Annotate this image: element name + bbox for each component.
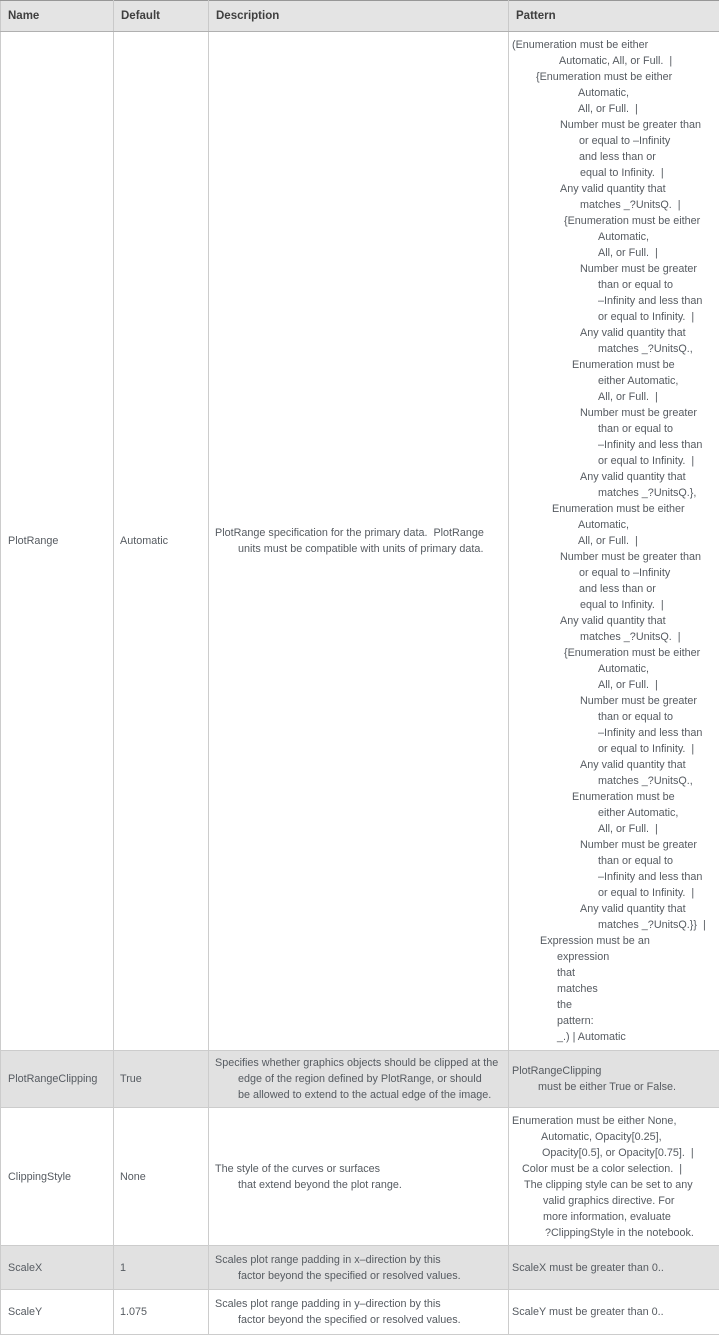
text-line: Scales plot range padding in y–direction by this	[215, 1298, 441, 1310]
text-line: Scales plot range padding in x–direction by this	[215, 1253, 441, 1266]
text-line: Opacity[0.5], or Opacity[0.75]. |	[542, 1146, 694, 1159]
text-line: Automatic,	[598, 231, 650, 243]
column-header-pattern: Pattern	[509, 1, 719, 32]
header-row	[1, 1, 719, 32]
text-line: Enumeration must be either None,	[512, 1114, 677, 1127]
text-line: matches _?UnitsQ.,	[598, 343, 693, 355]
text-line: {Enumeration must be either	[564, 215, 701, 227]
text-line: the	[557, 999, 573, 1011]
text-line: PlotRangeClipping	[512, 1065, 602, 1077]
option-description-cell	[209, 1246, 509, 1290]
text-line: PlotRange specification for the primary data. PlotRange	[215, 527, 484, 539]
option-pattern-cell	[509, 1108, 719, 1246]
text-line: Automatic, All, or Full. |	[559, 55, 673, 67]
text-line: and less than or	[579, 583, 656, 595]
text-line: –Infinity and less than	[598, 871, 703, 883]
text-line: pattern:	[557, 1015, 594, 1027]
text-line: either Automatic,	[598, 807, 679, 819]
text-line: ScaleX must be greater than 0..	[512, 1261, 664, 1274]
text-line: valid graphics directive. For	[543, 1194, 675, 1207]
text-line: Any valid quantity that	[580, 327, 686, 339]
table-body	[1, 32, 719, 1335]
option-description-cell	[209, 1051, 509, 1108]
text-line: –Infinity and less than	[598, 439, 703, 451]
text-line: units must be compatible with units of primary data.	[238, 543, 484, 555]
text-line: All, or Full. |	[598, 391, 658, 403]
text-line: Any valid quantity that	[560, 615, 666, 627]
option-default-cell: None	[114, 1108, 209, 1246]
text-line: more information, evaluate	[543, 1210, 671, 1223]
option-pattern-cell	[509, 1290, 719, 1335]
text-line: Number must be greater than	[560, 119, 702, 131]
option-default-cell: Automatic	[114, 32, 209, 1051]
text-line: or equal to –Infinity	[579, 567, 671, 579]
text-line: Enumeration must be	[572, 359, 675, 371]
text-line: All, or Full. |	[578, 103, 638, 115]
option-default-cell: True	[114, 1051, 209, 1108]
text-line: _.) | Automatic	[557, 1031, 626, 1043]
text-line: matches _?UnitsQ. |	[580, 199, 681, 211]
text-line: The clipping style can be set to any	[524, 1178, 693, 1191]
table-row	[1, 1290, 719, 1335]
text-line: Enumeration must be either	[552, 503, 685, 515]
option-description-cell	[209, 1108, 509, 1246]
text-line: or equal to Infinity. |	[598, 887, 695, 899]
table-row	[1, 1051, 719, 1108]
text-line: ?ClippingStyle in the notebook.	[545, 1226, 694, 1239]
text-line: factor beyond the specified or resolved values.	[238, 1314, 461, 1326]
option-pattern-cell	[509, 32, 719, 1051]
text-line: All, or Full. |	[598, 823, 658, 835]
text-line: and less than or	[579, 151, 656, 163]
text-line: than or equal to	[598, 423, 674, 435]
column-header-description: Description	[209, 1, 509, 32]
text-line: edge of the region defined by PlotRange, or should	[238, 1073, 482, 1085]
text-line: expression	[557, 951, 610, 963]
text-line: Expression must be an	[540, 935, 650, 947]
text-line: The style of the curves or surfaces	[215, 1162, 381, 1175]
text-line: matches _?UnitsQ. |	[580, 631, 681, 643]
text-line: or equal to Infinity. |	[598, 311, 695, 323]
text-line: Automatic,	[598, 663, 650, 675]
text-line: Automatic,	[578, 87, 630, 99]
text-line: matches	[557, 983, 598, 995]
option-pattern-cell	[509, 1051, 719, 1108]
option-default-cell: 1.075	[114, 1290, 209, 1335]
text-line: Any valid quantity that	[560, 183, 666, 195]
text-line: equal to Infinity. |	[580, 599, 664, 611]
column-header-name: Name	[1, 1, 114, 32]
text-line: equal to Infinity. |	[580, 167, 664, 179]
option-description-cell	[209, 32, 509, 1051]
text-line: Number must be greater	[580, 263, 698, 275]
text-line: must be either True or False.	[538, 1081, 677, 1093]
text-line: than or equal to	[598, 711, 674, 723]
text-line: matches _?UnitsQ.},	[598, 487, 697, 499]
text-line: All, or Full. |	[598, 679, 658, 691]
text-line: All, or Full. |	[578, 535, 638, 547]
table-row	[1, 32, 719, 1051]
text-line: Number must be greater than	[560, 551, 702, 563]
table-row	[1, 1246, 719, 1290]
text-line: or equal to Infinity. |	[598, 455, 695, 467]
column-header-default: Default	[114, 1, 209, 32]
text-line: –Infinity and less than	[598, 727, 703, 739]
text-line: that extend beyond the plot range.	[238, 1178, 402, 1191]
text-line: ScaleY must be greater than 0..	[512, 1306, 664, 1318]
text-line: Specifies whether graphics objects should be clipped at the	[215, 1057, 499, 1069]
option-pattern-cell	[509, 1246, 719, 1290]
text-line: be allowed to extend to the actual edge of the image.	[238, 1089, 492, 1101]
text-line: Enumeration must be	[572, 791, 675, 803]
text-line: or equal to Infinity. |	[598, 743, 695, 755]
text-line: that	[557, 967, 576, 979]
option-description-cell	[209, 1290, 509, 1335]
text-line: factor beyond the specified or resolved values.	[238, 1269, 461, 1282]
table-row	[1, 1108, 719, 1246]
text-line: matches _?UnitsQ.,	[598, 775, 693, 787]
text-line: Any valid quantity that	[580, 471, 686, 483]
text-line: either Automatic,	[598, 375, 679, 387]
option-name-cell: PlotRange	[1, 32, 114, 1051]
text-line: than or equal to	[598, 279, 674, 291]
option-name-cell: ScaleX	[1, 1246, 114, 1290]
text-line: Automatic, Opacity[0.25],	[541, 1130, 662, 1143]
text-line: {Enumeration must be either	[564, 647, 701, 659]
text-line: or equal to –Infinity	[579, 135, 671, 147]
text-line: than or equal to	[598, 855, 674, 867]
text-line: Any valid quantity that	[580, 903, 686, 915]
text-line: Number must be greater	[580, 839, 698, 851]
text-line: All, or Full. |	[598, 247, 658, 259]
text-line: Color must be a color selection. |	[522, 1162, 683, 1175]
text-line: Number must be greater	[580, 407, 698, 419]
text-line: –Infinity and less than	[598, 295, 703, 307]
option-name-cell: ClippingStyle	[1, 1108, 114, 1246]
text-line: matches _?UnitsQ.}} |	[598, 919, 706, 931]
text-line: {Enumeration must be either	[536, 71, 673, 83]
option-name-cell: ScaleY	[1, 1290, 114, 1335]
text-line: Number must be greater	[580, 695, 698, 707]
text-line: Any valid quantity that	[580, 759, 686, 771]
text-line: (Enumeration must be either	[512, 39, 649, 51]
option-default-cell: 1	[114, 1246, 209, 1290]
text-line: Automatic,	[578, 519, 630, 531]
option-name-cell: PlotRangeClipping	[1, 1051, 114, 1108]
